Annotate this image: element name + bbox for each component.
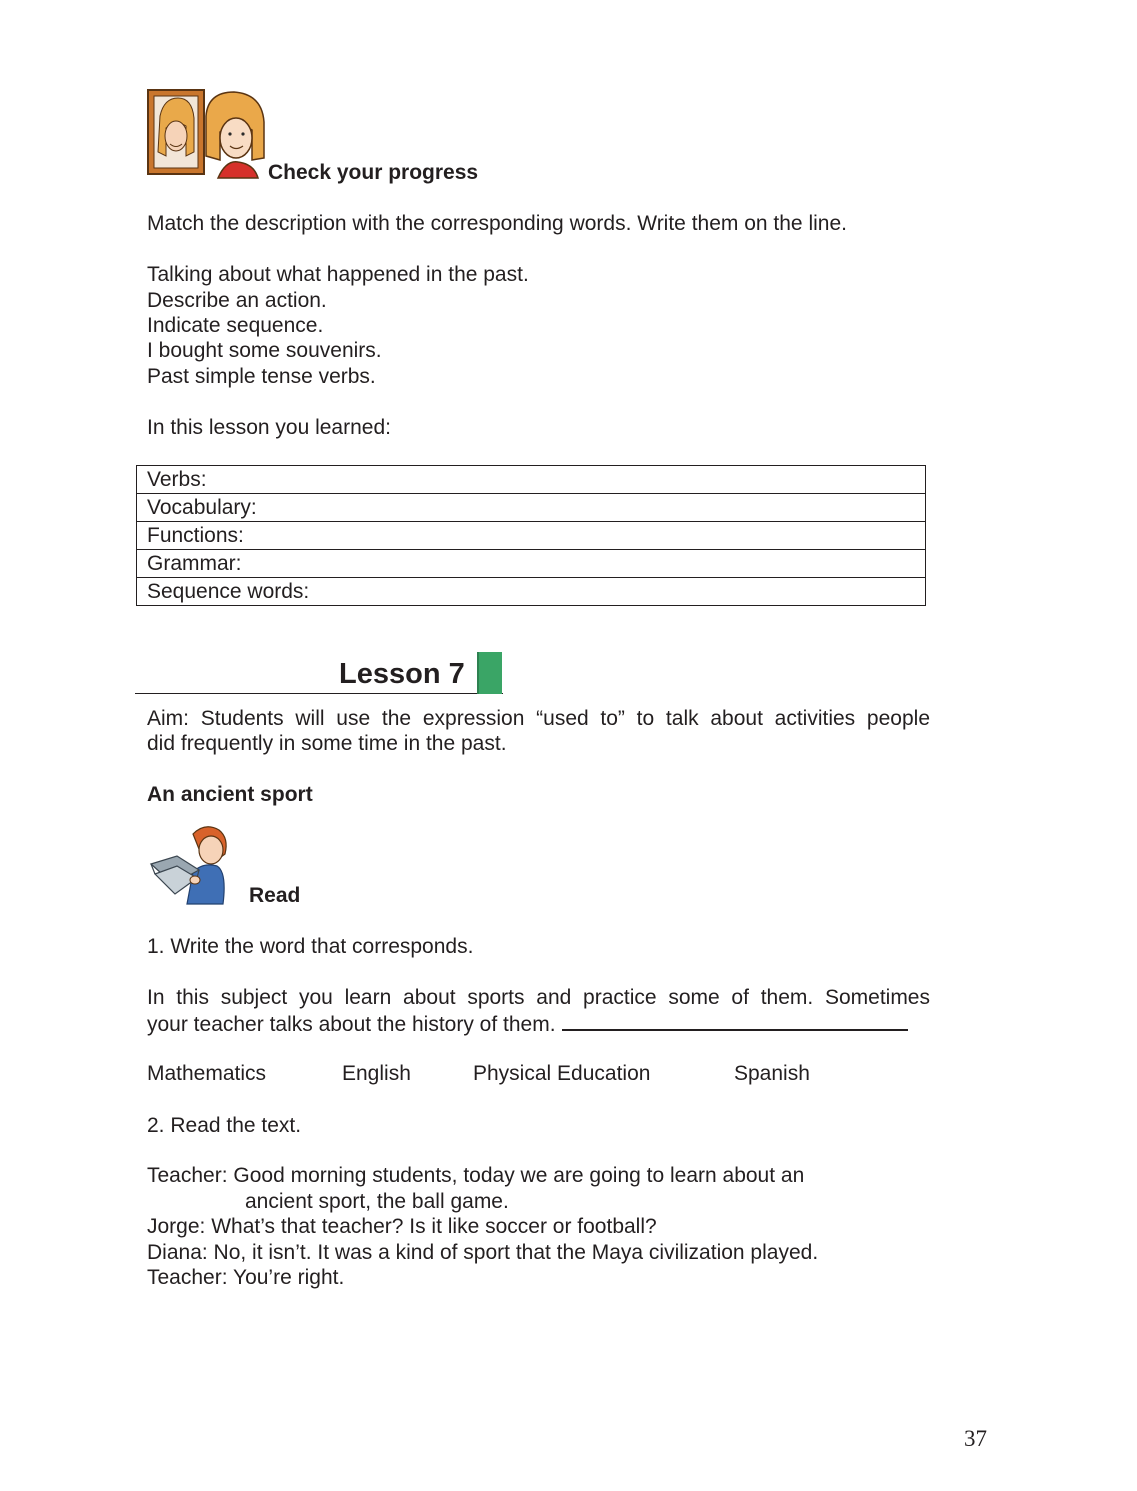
dialogue-line: Teacher: You’re right. xyxy=(147,1266,345,1289)
table-cell: Grammar: xyxy=(137,550,926,578)
mirror-girls-icon xyxy=(146,86,270,184)
table-row xyxy=(137,550,926,578)
table-cell: Verbs: xyxy=(137,466,926,494)
dialogue xyxy=(147,1163,818,1291)
dialogue-line: ancient sport, the ball game. xyxy=(245,1189,509,1213)
table-cell: Functions: xyxy=(137,522,926,550)
dialogue-line: Diana: No, it isn’t. It was a kind of sport that the Maya civilization played. xyxy=(147,1240,819,1264)
match-item: Past simple tense verbs. xyxy=(147,365,376,388)
match-item: Indicate sequence. xyxy=(147,314,324,337)
option-word: English xyxy=(342,1062,411,1085)
learned-summary-table xyxy=(136,465,926,606)
dialogue-line: Teacher: Good morning students, today we are going to learn about an xyxy=(147,1164,805,1187)
dialogue-line: Jorge: What’s that teacher? Is it like soccer or football? xyxy=(147,1215,657,1238)
match-instruction: Match the description with the corresponding words. Write them on the line. xyxy=(147,212,847,235)
task-1-text xyxy=(147,985,930,1038)
lesson-title: Lesson 7 xyxy=(339,658,465,690)
match-item: Talking about what happened in the past. xyxy=(147,263,529,286)
section-title: An ancient sport xyxy=(147,783,313,806)
read-title: Read xyxy=(249,884,301,907)
table-row xyxy=(137,466,926,494)
aim-line: did frequently in some time in the past. xyxy=(147,732,507,755)
match-item: Describe an action. xyxy=(147,289,327,312)
option-word: Mathematics xyxy=(147,1062,267,1085)
table-row xyxy=(137,494,926,522)
option-word: Spanish xyxy=(734,1062,810,1085)
lesson-aim xyxy=(147,706,930,756)
task-1-text-line: your teacher talks about the history of them. xyxy=(147,1013,556,1036)
table-cell: Vocabulary: xyxy=(137,494,926,522)
girl-reading-icon xyxy=(147,820,233,906)
task-2-instruction: 2. Read the text. xyxy=(147,1114,302,1137)
lesson-heading-rule xyxy=(135,693,503,694)
table-row xyxy=(137,578,926,606)
learned-intro: In this lesson you learned: xyxy=(147,416,391,439)
check-progress-title: Check your progress xyxy=(268,161,479,184)
match-item: I bought some souvenirs. xyxy=(147,339,382,362)
task-1-text-line: In this subject you learn about sports and practice some of them. Sometimes xyxy=(147,986,930,1009)
lesson-color-marker xyxy=(477,652,502,694)
task-1-instruction: 1. Write the word that corresponds. xyxy=(147,935,474,958)
answer-blank-line[interactable] xyxy=(562,1011,908,1031)
table-cell: Sequence words: xyxy=(137,578,926,606)
option-word: Physical Education xyxy=(473,1062,651,1085)
page-number: 37 xyxy=(964,1426,987,1451)
aim-line: Aim: Students will use the expression “used to” to talk about activities people xyxy=(147,707,930,730)
table-row xyxy=(137,522,926,550)
